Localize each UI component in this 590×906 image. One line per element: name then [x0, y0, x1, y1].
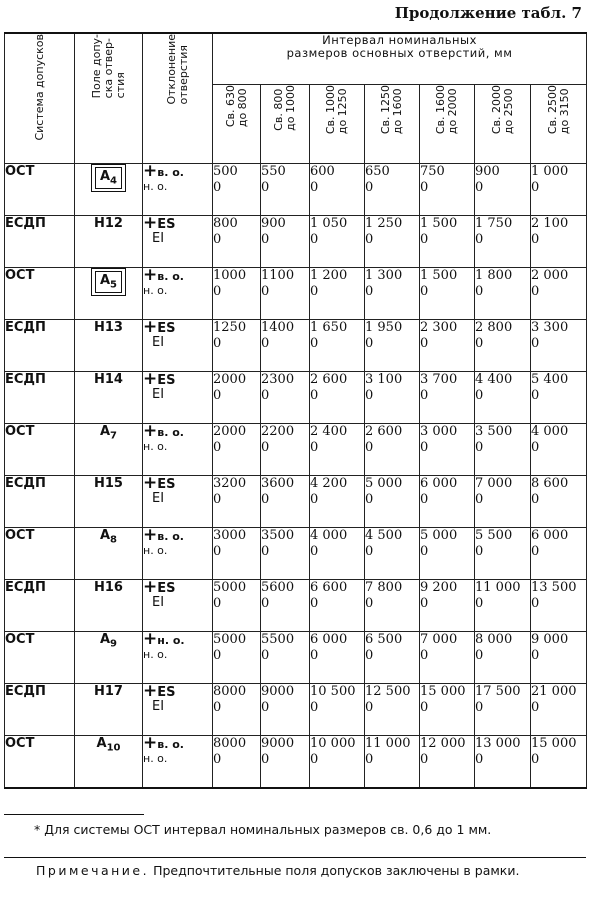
- tolerance-value-cell: 900 0: [475, 164, 531, 216]
- header-interval-group: [213, 33, 587, 85]
- tolerance-value-cell: 800 0: [213, 216, 261, 268]
- table-row: [5, 424, 587, 476]
- row-deviation: +ES EI: [143, 580, 213, 632]
- row-deviation: +ES EI: [143, 320, 213, 372]
- tolerance-value-cell: 3 700 0: [420, 372, 475, 424]
- row-system: ЕСДП: [5, 476, 75, 528]
- table-row: [5, 372, 587, 424]
- footnote-rule: [4, 814, 144, 815]
- tolerance-value-cell: 4 000 0: [310, 528, 365, 580]
- tolerance-value-cell: 500 0: [213, 164, 261, 216]
- header-deviation: [143, 33, 213, 164]
- tolerance-value-cell: 5600 0: [261, 580, 310, 632]
- tolerance-value-cell: 3000 0: [213, 528, 261, 580]
- row-tolerance-field: $A_{10}$: [75, 736, 143, 789]
- tolerance-value-cell: 2 600 0: [365, 424, 420, 476]
- tolerance-value-cell: 2 100 0: [531, 216, 587, 268]
- table-row: [5, 268, 587, 320]
- header-interval-text: Св. 800 до 1000: [272, 85, 297, 131]
- tolerance-value-cell: 1250 0: [213, 320, 261, 372]
- header-interval-line2: размеров основных отверстий, мм: [286, 46, 513, 60]
- row-system: ОСТ: [5, 632, 75, 684]
- header-interval-text: Св. 2500 до 3150: [545, 85, 571, 135]
- tolerance-value-cell: 550 0: [261, 164, 310, 216]
- tolerance-value-cell: 13 500 0: [531, 580, 587, 632]
- tolerance-value-cell: 11 000 0: [475, 580, 531, 632]
- table-row: [5, 632, 587, 684]
- tolerance-value-cell: 1 500 0: [420, 216, 475, 268]
- tolerance-value-cell: 1000 0: [213, 268, 261, 320]
- row-tolerance-field: H12: [75, 216, 143, 268]
- row-deviation: +ES EI: [143, 684, 213, 736]
- row-deviation: +ES EI: [143, 372, 213, 424]
- header-interval-5: [475, 85, 531, 164]
- tolerance-value-cell: 4 200 0: [310, 476, 365, 528]
- tolerance-value-cell: 4 500 0: [365, 528, 420, 580]
- header-interval-text: Св. 1250 до 1600: [379, 85, 404, 135]
- tolerance-value-cell: 21 000 0: [531, 684, 587, 736]
- tolerance-value-cell: 3500 0: [261, 528, 310, 580]
- header-interval-text: Св. 1000 до 1250: [324, 85, 349, 135]
- tolerance-value-cell: 1 750 0: [475, 216, 531, 268]
- tolerance-value-cell: 2 800 0: [475, 320, 531, 372]
- row-tolerance-field: $A_9$: [75, 632, 143, 684]
- tolerance-value-cell: 9000 0: [261, 684, 310, 736]
- tolerance-value-cell: 3 000 0: [420, 424, 475, 476]
- table-body: [5, 161, 587, 789]
- tolerance-value-cell: 10 000 0: [310, 736, 365, 789]
- header-interval-2: [310, 85, 365, 164]
- tolerance-value-cell: 600 0: [310, 164, 365, 216]
- tolerance-value-cell: 4 000 0: [531, 424, 587, 476]
- row-system: ОСТ: [5, 268, 75, 320]
- row-tolerance-field: $A_7$: [75, 424, 143, 476]
- tolerance-value-cell: 12 000 0: [420, 736, 475, 789]
- row-system: ЕСДП: [5, 320, 75, 372]
- row-deviation: +н. о. н. о.: [143, 632, 213, 684]
- tolerance-value-cell: 11 000 0: [365, 736, 420, 789]
- tolerance-value-cell: 1400 0: [261, 320, 310, 372]
- note: [4, 863, 586, 878]
- tolerance-value-cell: 2 000 0: [531, 268, 587, 320]
- tolerance-value-cell: 7 000 0: [420, 632, 475, 684]
- header-row-top: [5, 33, 587, 85]
- tolerance-value-cell: 15 000 0: [531, 736, 587, 789]
- tolerance-value-cell: 1 650 0: [310, 320, 365, 372]
- tolerance-value-cell: 1 950 0: [365, 320, 420, 372]
- tolerance-value-cell: 2 400 0: [310, 424, 365, 476]
- header-interval-0: [213, 85, 261, 164]
- tolerance-value-cell: 6 000 0: [310, 632, 365, 684]
- tolerance-value-cell: 4 400 0: [475, 372, 531, 424]
- tolerance-value-cell: 9 200 0: [420, 580, 475, 632]
- tolerance-value-cell: 15 000 0: [420, 684, 475, 736]
- table-row: [5, 216, 587, 268]
- table-row: [5, 736, 587, 789]
- row-system: ОСТ: [5, 424, 75, 476]
- tolerance-value-cell: 6 500 0: [365, 632, 420, 684]
- table-caption: Продолжение табл. 7: [394, 4, 582, 22]
- header-interval-6: [531, 85, 587, 164]
- note-divider: [4, 857, 586, 858]
- row-deviation: +в. о. н. о.: [143, 528, 213, 580]
- tolerance-value-cell: 6 000 0: [420, 476, 475, 528]
- table-row: [5, 476, 587, 528]
- row-tolerance-field: $A_8$: [75, 528, 143, 580]
- header-deviation-text: Отклонение отверстия: [164, 34, 190, 105]
- note-label: Примечание.: [36, 863, 150, 878]
- tolerance-value-cell: 8 000 0: [475, 632, 531, 684]
- tolerance-value-cell: 9000 0: [261, 736, 310, 789]
- tolerance-value-cell: 5 400 0: [531, 372, 587, 424]
- tolerance-table: [4, 32, 587, 789]
- tolerance-value-cell: 3 500 0: [475, 424, 531, 476]
- tolerance-value-cell: 2300 0: [261, 372, 310, 424]
- table-row: [5, 684, 587, 736]
- preferred-field-frame: $A_4$: [91, 164, 126, 192]
- tolerance-value-cell: 8 600 0: [531, 476, 587, 528]
- row-tolerance-field: [75, 268, 143, 320]
- tolerance-value-cell: 1 800 0: [475, 268, 531, 320]
- row-system: ОСТ: [5, 736, 75, 789]
- tolerance-value-cell: 10 500 0: [310, 684, 365, 736]
- header-system-text: Система допусков: [32, 34, 46, 141]
- tolerance-value-cell: 5 000 0: [365, 476, 420, 528]
- row-system: ЕСДП: [5, 684, 75, 736]
- row-deviation: +ES EI: [143, 216, 213, 268]
- header-interval-text: Св. 1600 до 2000: [434, 85, 459, 135]
- tolerance-value-cell: 8000 0: [213, 684, 261, 736]
- row-system: ОСТ: [5, 528, 75, 580]
- tolerance-value-cell: 5 000 0: [420, 528, 475, 580]
- row-system: ЕСДП: [5, 372, 75, 424]
- tolerance-value-cell: 1100 0: [261, 268, 310, 320]
- header-interval-text: Св. 630 до 800: [223, 85, 249, 128]
- tolerance-value-cell: 1 300 0: [365, 268, 420, 320]
- header-interval-text: Св. 2000 до 2500: [489, 85, 515, 135]
- tolerance-value-cell: 12 500 0: [365, 684, 420, 736]
- tolerance-value-cell: 750 0: [420, 164, 475, 216]
- footnote: * Для системы ОСТ интервал номинальных размеров св. 0,6 до 1 мм.: [34, 822, 492, 837]
- tolerance-value-cell: 1 000 0: [531, 164, 587, 216]
- tolerance-value-cell: 3200 0: [213, 476, 261, 528]
- row-deviation: +в. о. н. о.: [143, 736, 213, 789]
- note-text: Предпочтительные поля допусков заключены в рамки.: [149, 863, 520, 878]
- tolerance-value-cell: 6 600 0: [310, 580, 365, 632]
- preferred-field-frame: $A_5$: [91, 268, 126, 296]
- row-tolerance-field: H15: [75, 476, 143, 528]
- tolerance-value-cell: 3 100 0: [365, 372, 420, 424]
- tolerance-value-cell: 900 0: [261, 216, 310, 268]
- header-interval-4: [420, 85, 475, 164]
- table-row: [5, 320, 587, 372]
- row-tolerance-field: H17: [75, 684, 143, 736]
- tolerance-value-cell: 1 250 0: [365, 216, 420, 268]
- tolerance-value-cell: 2000 0: [213, 424, 261, 476]
- tolerance-value-cell: 3 300 0: [531, 320, 587, 372]
- tolerance-value-cell: 2000 0: [213, 372, 261, 424]
- row-system: ЕСДП: [5, 580, 75, 632]
- tolerance-value-cell: 17 500 0: [475, 684, 531, 736]
- tolerance-value-cell: 7 000 0: [475, 476, 531, 528]
- table-row: [5, 164, 587, 216]
- row-tolerance-field: H16: [75, 580, 143, 632]
- tolerance-value-cell: 8000 0: [213, 736, 261, 789]
- header-field-text: Поле допу- ска отвер- стия: [89, 34, 127, 99]
- header-interval-1: [261, 85, 310, 164]
- tolerance-value-cell: 9 000 0: [531, 632, 587, 684]
- header-interval-line1: Интервал номинальных: [322, 33, 477, 47]
- header-field: [75, 33, 143, 164]
- tolerance-value-cell: 2 600 0: [310, 372, 365, 424]
- row-tolerance-field: H14: [75, 372, 143, 424]
- table-row: [5, 528, 587, 580]
- row-deviation: +в. о. н. о.: [143, 268, 213, 320]
- tolerance-value-cell: 2 300 0: [420, 320, 475, 372]
- tolerance-value-cell: 5000 0: [213, 632, 261, 684]
- row-system: ЕСДП: [5, 216, 75, 268]
- row-deviation: +в. о. н. о.: [143, 424, 213, 476]
- tolerance-value-cell: 5000 0: [213, 580, 261, 632]
- header-interval-3: [365, 85, 420, 164]
- row-system: ОСТ: [5, 164, 75, 216]
- table-row: [5, 580, 587, 632]
- tolerance-value-cell: 7 800 0: [365, 580, 420, 632]
- tolerance-value-cell: 1 050 0: [310, 216, 365, 268]
- tolerance-value-cell: 13 000 0: [475, 736, 531, 789]
- tolerance-value-cell: 1 500 0: [420, 268, 475, 320]
- tolerance-value-cell: 1 200 0: [310, 268, 365, 320]
- tolerance-value-cell: 2200 0: [261, 424, 310, 476]
- tolerance-value-cell: 5 500 0: [475, 528, 531, 580]
- header-system: [5, 33, 75, 164]
- tolerance-value-cell: 650 0: [365, 164, 420, 216]
- row-deviation: +в. о. н. о.: [143, 164, 213, 216]
- tolerance-value-cell: 5500 0: [261, 632, 310, 684]
- row-tolerance-field: [75, 164, 143, 216]
- tolerance-value-cell: 3600 0: [261, 476, 310, 528]
- row-tolerance-field: H13: [75, 320, 143, 372]
- tolerance-value-cell: 6 000 0: [531, 528, 587, 580]
- row-deviation: +ES EI: [143, 476, 213, 528]
